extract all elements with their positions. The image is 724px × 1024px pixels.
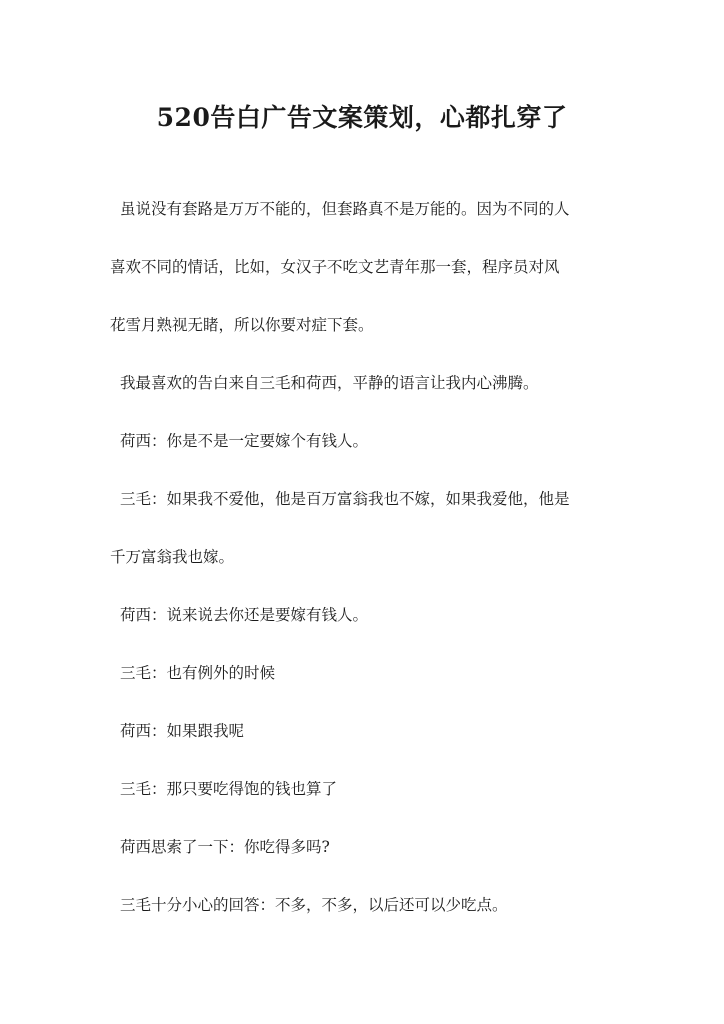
paragraph-line: 喜欢不同的情话，比如，女汉子不吃文艺青年那一套，程序员对风 bbox=[110, 258, 560, 276]
dialogue-line: 三毛：也有例外的时候 bbox=[120, 664, 276, 682]
document-title: 520告白广告文案策划，心都扎穿了 bbox=[156, 103, 568, 132]
document-body bbox=[110, 180, 620, 934]
dialogue-line: 荷西：说来说去你还是要嫁有钱人。 bbox=[120, 606, 369, 624]
dialogue-line: 三毛：如果我不爱他，他是百万富翁我也不嫁，如果我爱他，他是 bbox=[120, 490, 570, 508]
dialogue-line: 千万富翁我也嫁。 bbox=[110, 548, 235, 566]
dialogue-line: 荷西：如果跟我呢 bbox=[120, 722, 245, 740]
paragraph-line: 虽说没有套路是万万不能的，但套路真不是万能的。因为不同的人 bbox=[120, 200, 570, 218]
dialogue-line: 三毛十分小心的回答：不多，不多，以后还可以少吃点。 bbox=[120, 896, 508, 914]
paragraph-line: 花雪月熟视无睹，所以你要对症下套。 bbox=[110, 316, 374, 334]
dialogue-line: 荷西思索了一下：你吃得多吗? bbox=[120, 838, 330, 856]
dialogue-line: 三毛：那只要吃得饱的钱也算了 bbox=[120, 780, 338, 798]
paragraph-line: 我最喜欢的告白来自三毛和荷西，平静的语言让我内心沸腾。 bbox=[120, 374, 539, 392]
dialogue-line: 荷西：你是不是一定要嫁个有钱人。 bbox=[120, 432, 369, 450]
